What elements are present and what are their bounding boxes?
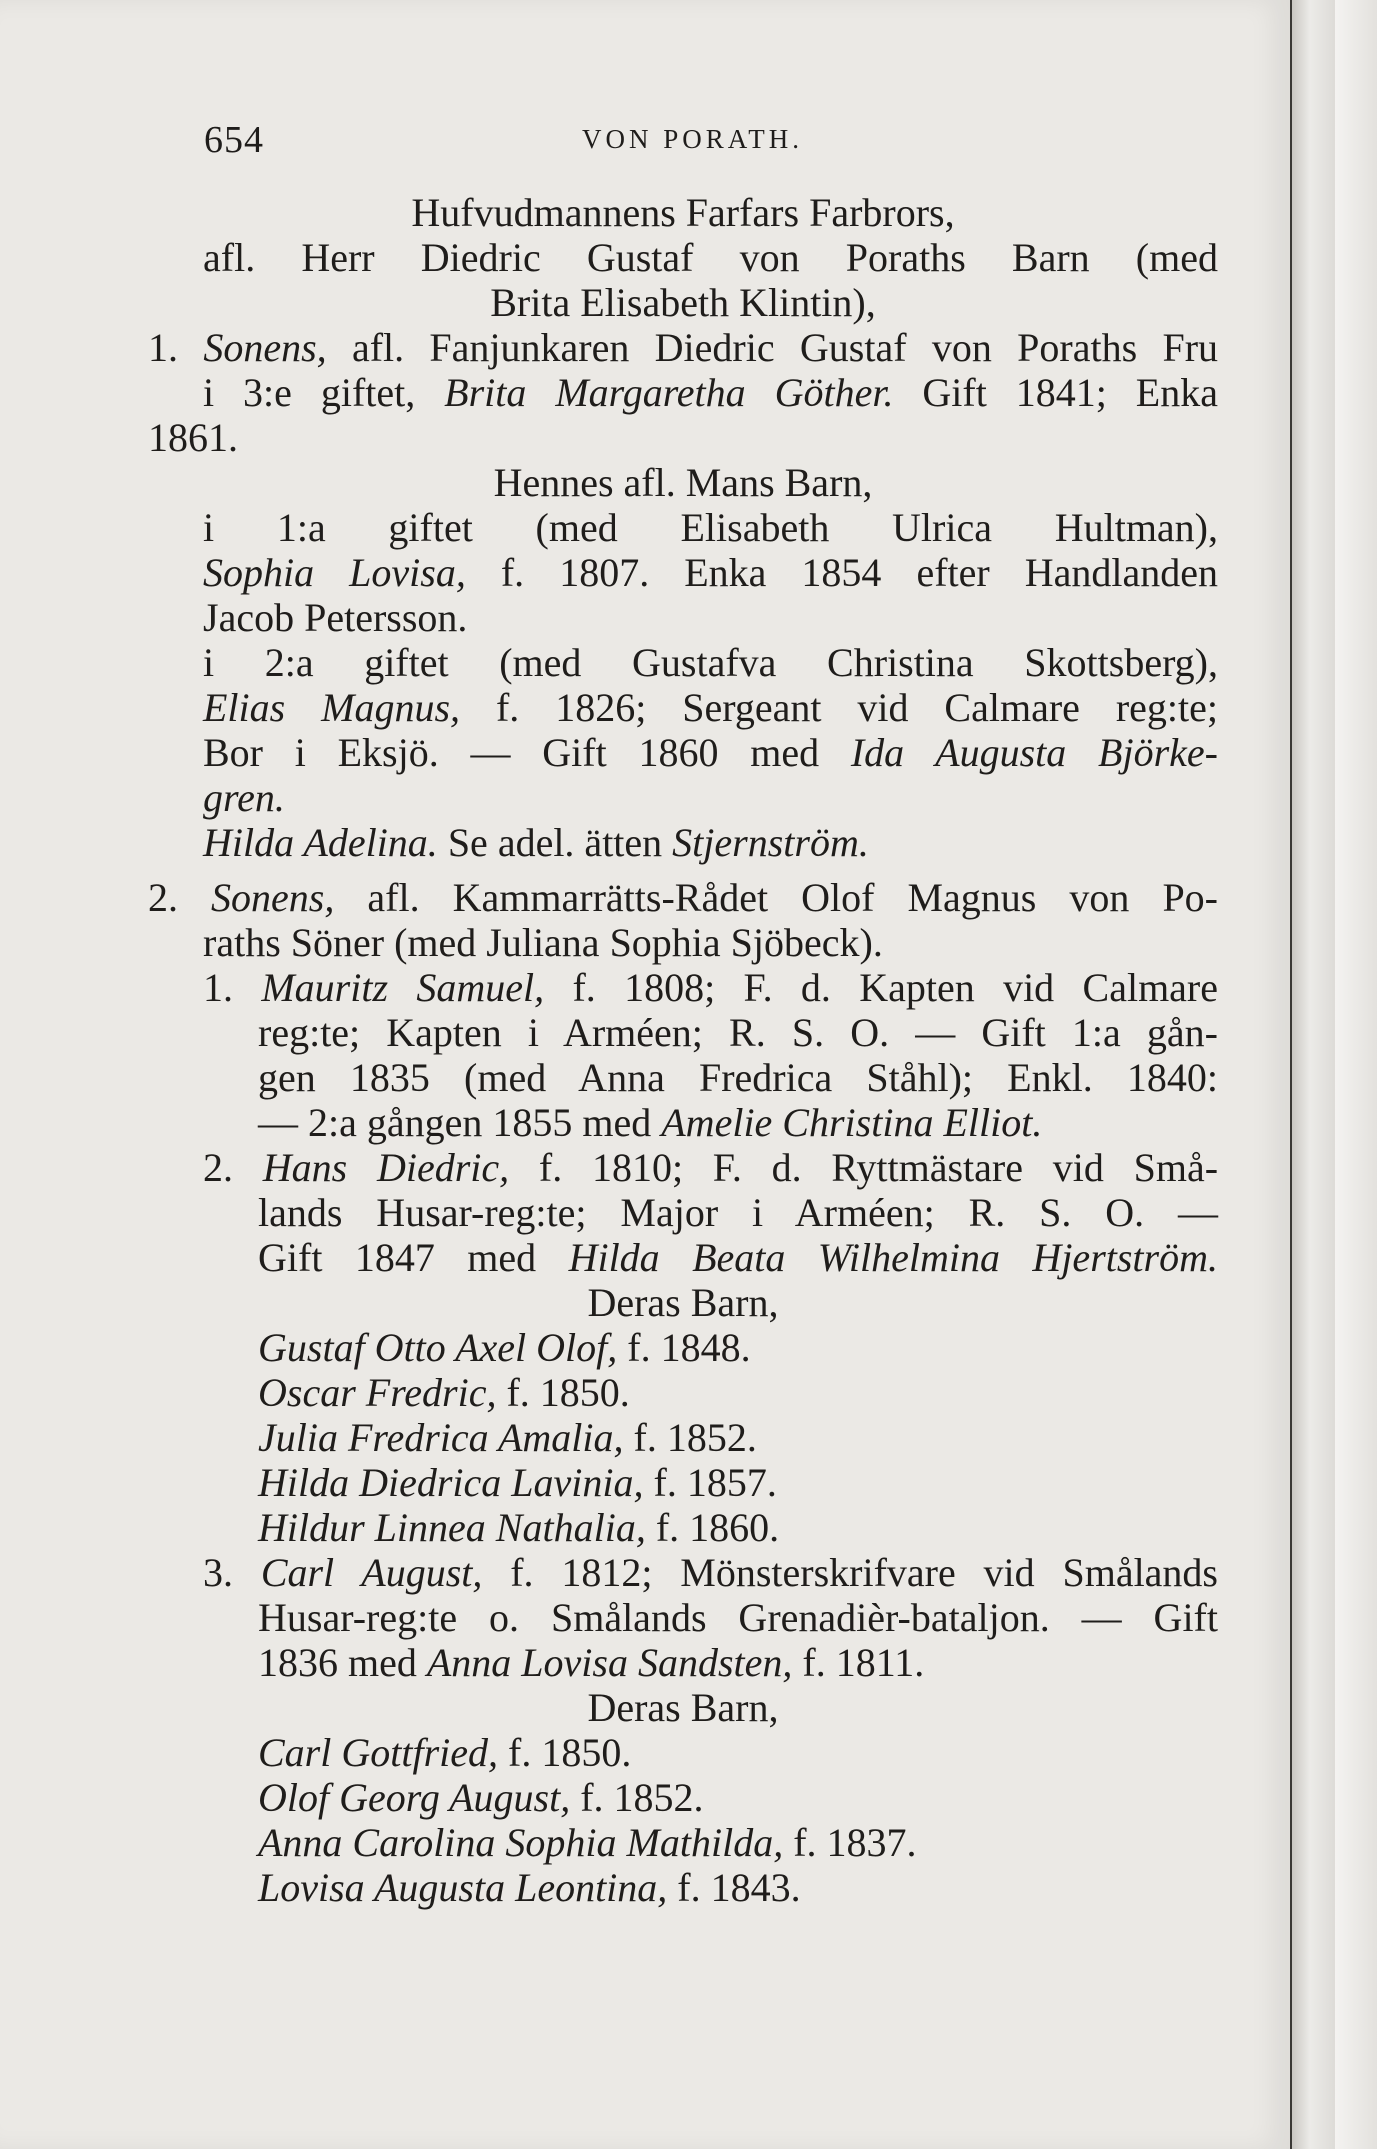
text-line: 3. Carl August, f. 1812; Mönsterskrifvare vid Smålands <box>203 1550 1218 1595</box>
text-line: Husar-reg:te o. Smålands Grenadièr-bataljon. — Gift <box>258 1595 1218 1640</box>
paragraph-gap <box>148 865 1218 875</box>
text-line: Carl Gottfried, f. 1850. <box>258 1730 632 1775</box>
text-line: Brita Elisabeth Klintin), <box>490 280 876 325</box>
text-line: Oscar Fredric, f. 1850. <box>258 1370 630 1415</box>
book-edge <box>1335 0 1377 2149</box>
text-line: 1836 med Anna Lovisa Sandsten, f. 1811. <box>258 1640 925 1685</box>
text-line: lands Husar-reg:te; Major i Arméen; R. S. O. — <box>258 1190 1218 1235</box>
text-line: Sophia Lovisa, f. 1807. Enka 1854 efter Handlanden <box>203 550 1219 595</box>
text-line: Hilda Adelina. Se adel. ätten Stjernström. <box>203 820 869 865</box>
text-line: Jacob Petersson. <box>203 595 468 640</box>
text-line: Anna Carolina Sophia Mathilda, f. 1837. <box>258 1820 917 1865</box>
text-line: i 3:e giftet, Brita Margaretha Göther. Gift 1841; Enka <box>203 370 1218 415</box>
page-edge <box>1290 0 1337 2149</box>
text-line: 2. Hans Diedric, f. 1810; F. d. Ryttmästare vid Små- <box>203 1145 1219 1190</box>
running-head: VON PORATH. <box>582 124 804 154</box>
text-line: Hufvudmannens Farfars Farbrors, <box>411 190 955 235</box>
text-line: Hennes afl. Mans Barn, <box>493 460 873 505</box>
text-line: — 2:a gången 1855 med Amelie Christina Elliot. <box>258 1100 1043 1145</box>
text-line: gren. <box>203 775 285 820</box>
text-line: Deras Barn, <box>587 1685 779 1730</box>
text-line: Hildur Linnea Nathalia, f. 1860. <box>258 1505 780 1550</box>
text-line: Deras Barn, <box>587 1280 779 1325</box>
text-line: 1. Sonens, afl. Fanjunkaren Diedric Gustaf von Poraths Fru <box>148 325 1219 370</box>
text-line: gen 1835 (med Anna Fredrica Ståhl); Enkl. 1840: <box>258 1055 1218 1100</box>
text-line: Hilda Diedrica Lavinia, f. 1857. <box>258 1460 777 1505</box>
text-line: reg:te; Kapten i Arméen; R. S. O. — Gift 1:a gån- <box>258 1010 1218 1055</box>
text-line: Bor i Eksjö. — Gift 1860 med Ida Augusta Björke- <box>203 730 1218 775</box>
text-line: i 2:a giftet (med Gustafva Christina Skottsberg), <box>203 640 1218 685</box>
text-line: 1. Mauritz Samuel, f. 1808; F. d. Kapten vid Calmare <box>203 965 1219 1010</box>
text-line: Lovisa Augusta Leontina, f. 1843. <box>258 1865 801 1910</box>
page-header <box>0 118 1290 168</box>
text-line: afl. Herr Diedric Gustaf von Poraths Barn (med <box>203 235 1218 280</box>
text-line: Gustaf Otto Axel Olof, f. 1848. <box>258 1325 751 1370</box>
text-line: raths Söner (med Juliana Sophia Sjöbeck). <box>203 920 883 965</box>
text-line: Julia Fredrica Amalia, f. 1852. <box>258 1415 757 1460</box>
text-line: Olof Georg August, f. 1852. <box>258 1775 704 1820</box>
text-line: Gift 1847 med Hilda Beata Wilhelmina Hjertström. <box>258 1235 1218 1280</box>
text-line: 1861. <box>148 415 238 460</box>
text-line: Elias Magnus, f. 1826; Sergeant vid Calmare reg:te; <box>203 685 1218 730</box>
text-line: 2. Sonens, afl. Kammarrätts-Rådet Olof Magnus von Po- <box>148 875 1219 920</box>
page-number: 654 <box>204 119 264 161</box>
page-body <box>148 190 1218 1910</box>
text-line: i 1:a giftet (med Elisabeth Ulrica Hultman), <box>203 505 1218 550</box>
